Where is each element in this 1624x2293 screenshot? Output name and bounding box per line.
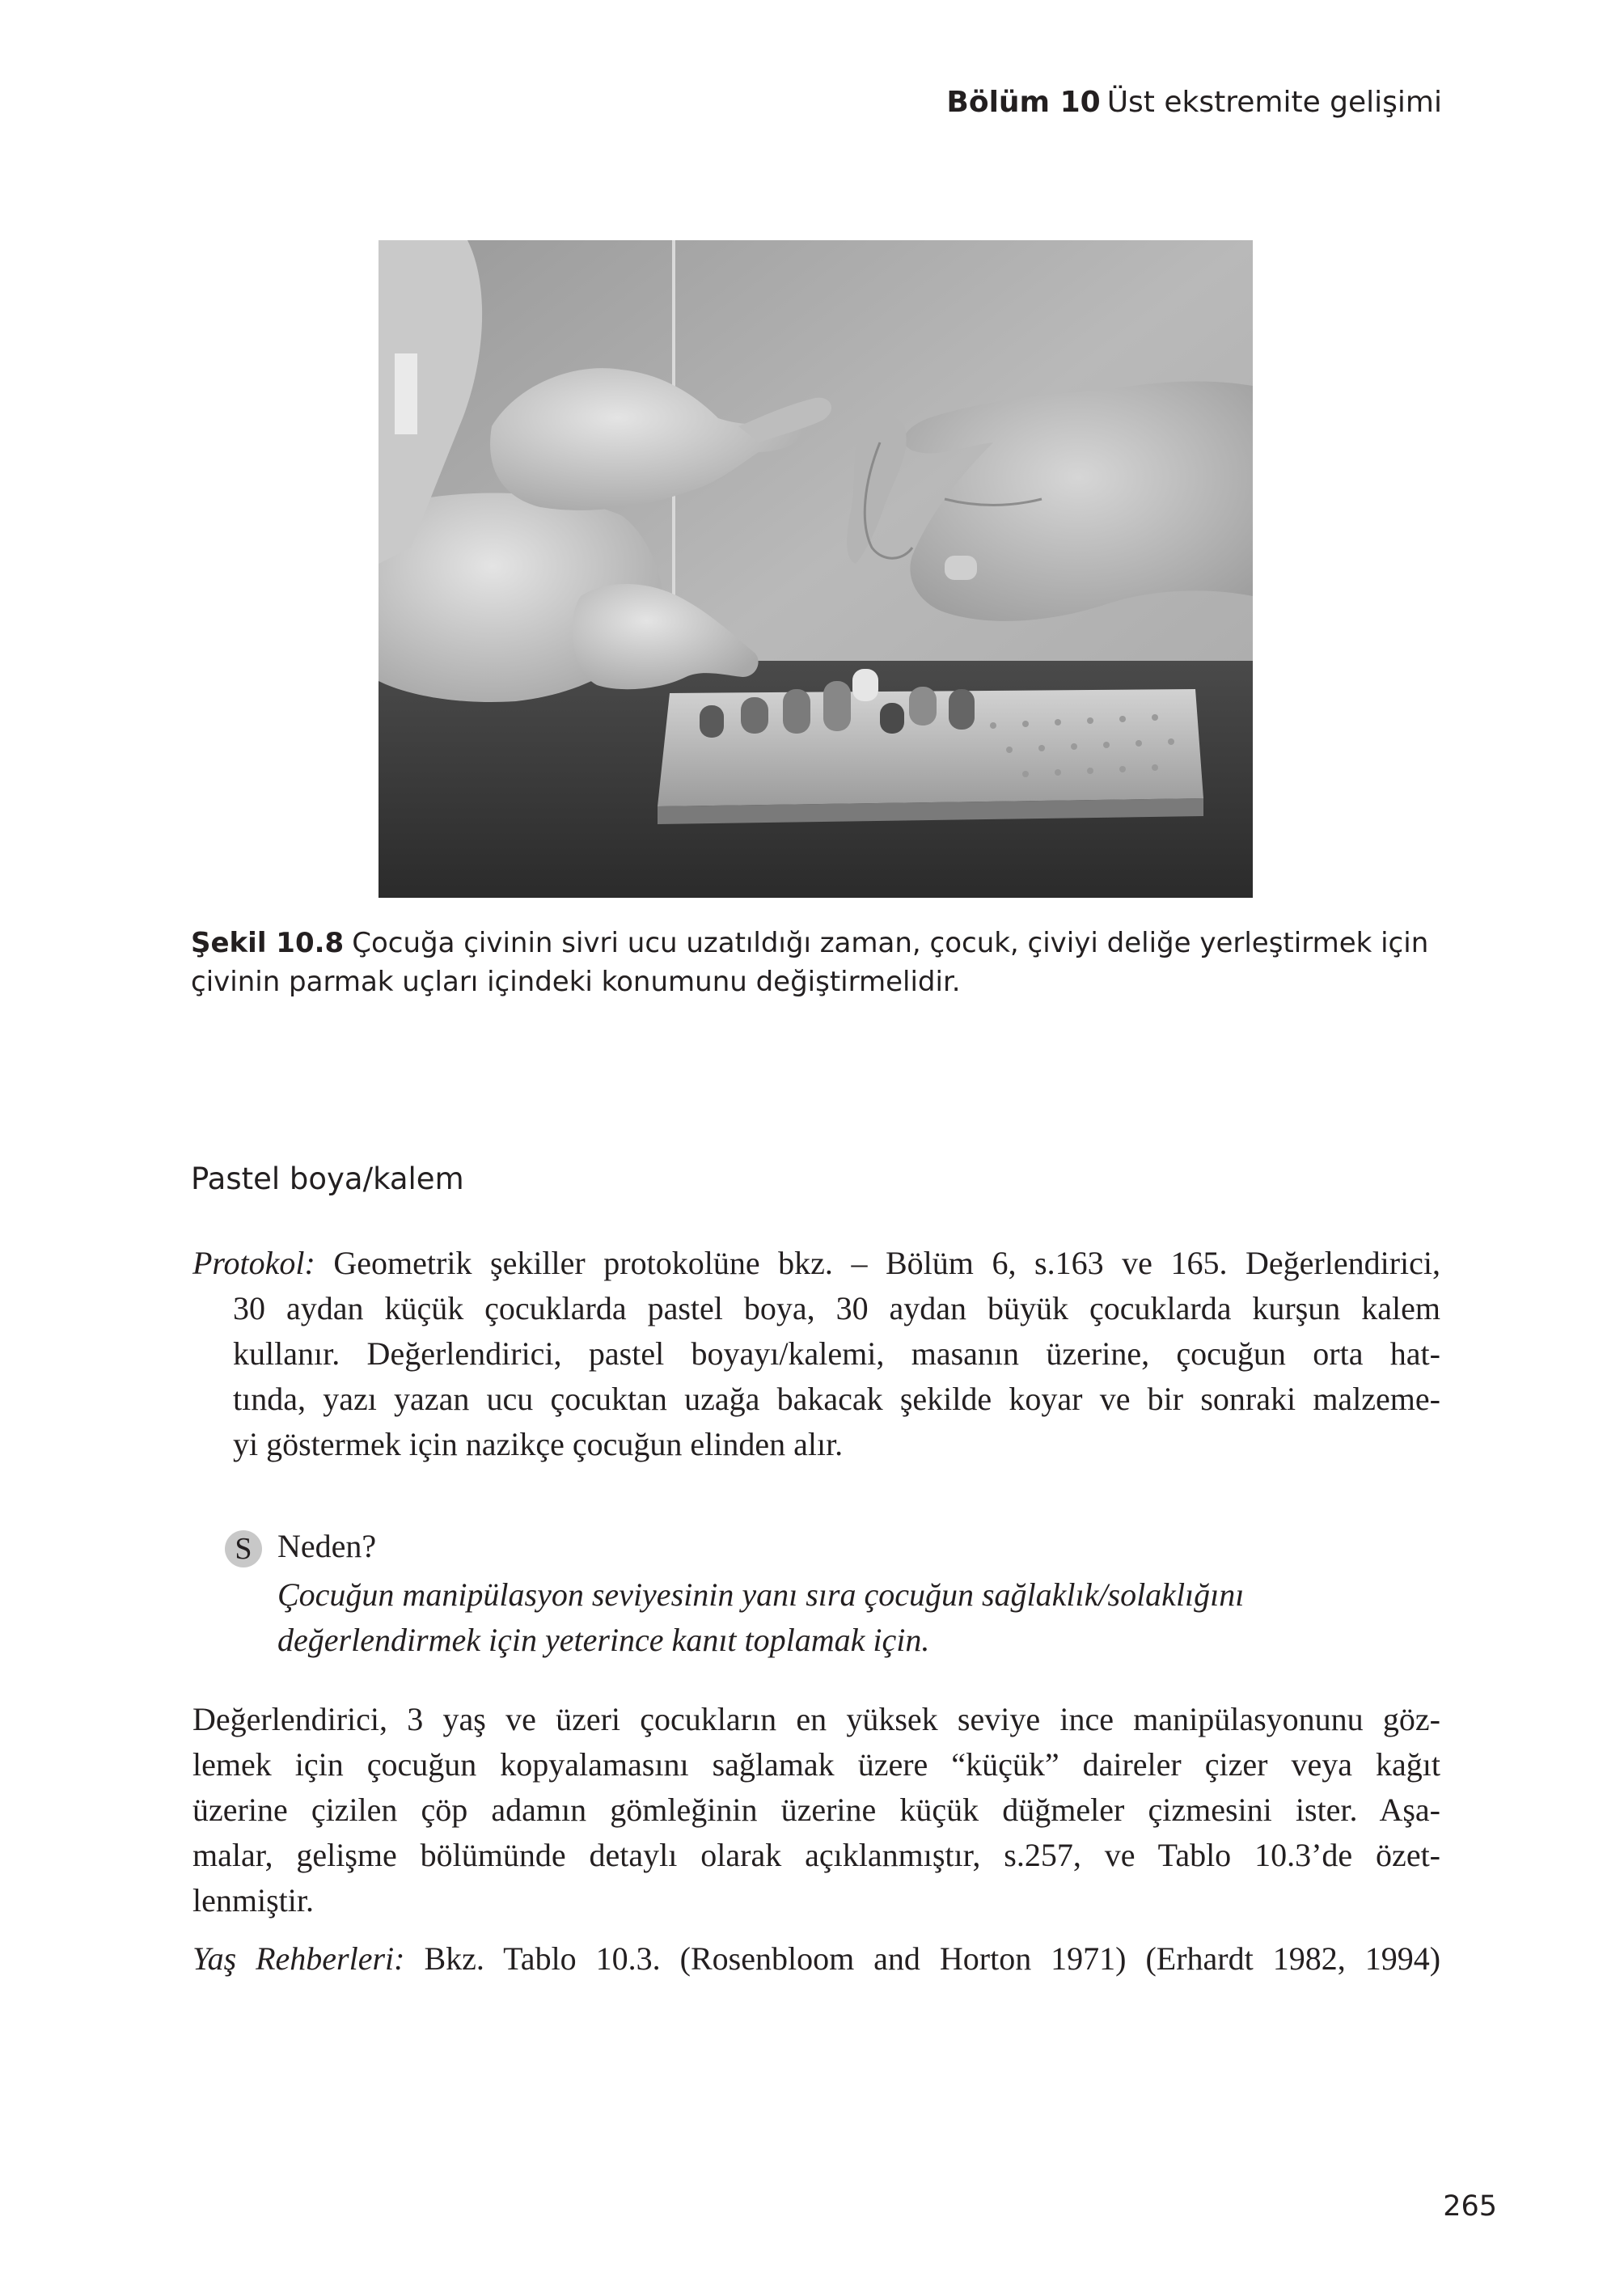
age-guidelines [192,1940,1440,1978]
caption-text-line-1: Çocuğa çivinin sivri ucu uzatıldığı zaman, çocuk, çiviyi deliğe yerleştirmek için [352,927,1429,959]
body-paragraph [192,1697,1440,1923]
chapter-number: Bölüm 10 [946,86,1101,119]
why-answer [277,1572,1244,1663]
protocol-label: Protokol: [192,1245,315,1281]
paragraph-line-1: Değerlendirici, 3 yaş ve üzeri çocukların en yüksek seviye ince manipülasyonunu göz- [192,1701,1440,1737]
figure-caption [191,924,1453,1001]
caption-label: Şekil 10.8 [191,927,345,959]
page-number: 265 [1443,2190,1497,2223]
age-guidelines-label: Yaş Rehberleri: [192,1940,405,1977]
why-answer-line-1: Çocuğun manipülasyon seviyesinin yanı sıra çocuğun sağlaklık/solaklığını [277,1576,1245,1613]
protocol-line-5: yi göstermek için nazikçe çocuğun elinden alır. [233,1426,844,1462]
caption-text-line-2: çivinin parmak uçları içindeki konumunu değiştirmelidir. [191,965,961,998]
chapter-title: Üst ekstremite gelişimi [1106,86,1442,119]
figure-photo [379,240,1253,898]
protocol-line-4: tında, yazı yazan ucu çocuktan uzağa bakacak şekilde koyar ve bir sonraki malzeme- [233,1381,1440,1417]
protocol-paragraph [192,1241,1440,1467]
age-guidelines-text: Bkz. Tablo 10.3. (Rosenbloom and Horton 1971) (Erhardt 1982, 1994) [424,1940,1441,1977]
paragraph-line-3: üzerine çizilen çöp adamın gömleğinin üzerine küçük düğmeler çizmesini ister. Aşa- [192,1792,1440,1828]
why-answer-line-2: değerlendirmek için yeterince kanıt toplamak için. [277,1622,930,1658]
why-question: Neden? [277,1528,377,1564]
paragraph-line-5: lenmiştir. [192,1882,314,1919]
paragraph-line-4: malar, gelişme bölümünde detaylı olarak açıklanmıştır, s.257, ve Tablo 10.3’de özet- [192,1837,1440,1873]
running-header [946,86,1442,119]
protocol-line-2: 30 aydan küçük çocuklarda pastel boya, 30 aydan büyük çocuklarda kurşun kalem [233,1290,1440,1326]
protocol-line-3: kullanır. Değerlendirici, pastel boyayı/kalemi, masanın üzerine, çocuğun orta hat- [233,1335,1440,1372]
why-badge: S [225,1530,262,1567]
section-subheading: Pastel boya/kalem [191,1161,464,1196]
protocol-line-1: Protokol: Geometrik şekiller protokolüne bkz. – Bölüm 6, s.163 ve 165. Değerlendirici, [192,1245,1440,1281]
paragraph-line-2: lemek için çocuğun kopyalamasını sağlamak üzere “küçük” daireler çizer veya kağıt [192,1746,1440,1783]
